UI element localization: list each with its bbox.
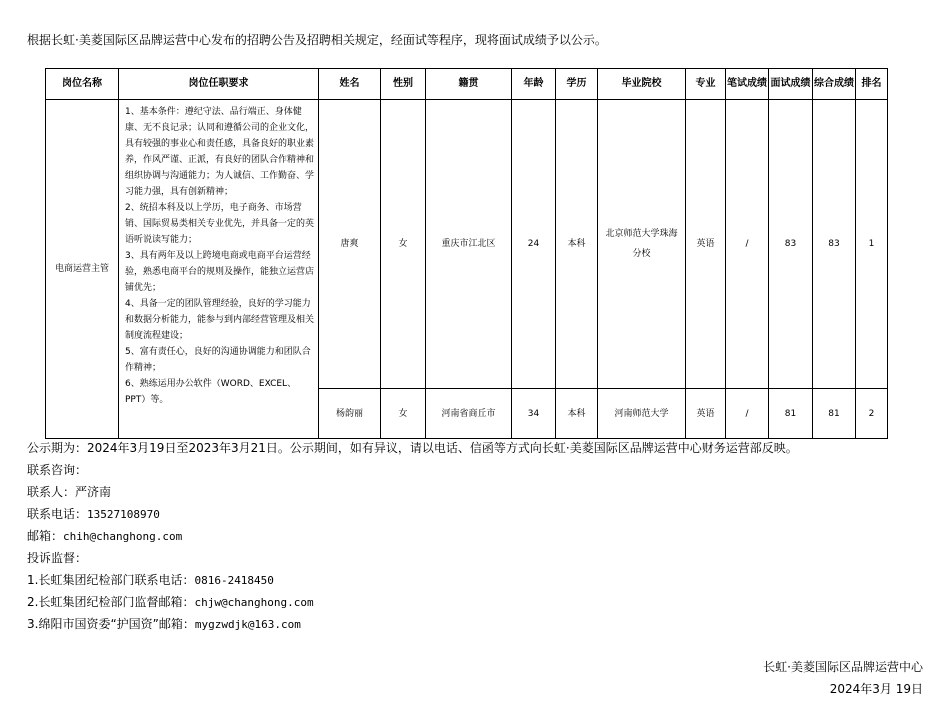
phone-number: 13527108970 bbox=[87, 508, 160, 521]
cell-education: 本科 bbox=[556, 100, 598, 389]
cell-school: 北京师范大学珠海分校 bbox=[598, 100, 686, 389]
header-requirements: 岗位任职要求 bbox=[119, 69, 319, 100]
requirement-item: 5、富有责任心，良好的沟通协调能力和团队合作精神； bbox=[125, 347, 311, 373]
cell-rank: 1 bbox=[856, 100, 888, 389]
cell-written-score: / bbox=[726, 389, 769, 439]
header-gender: 性别 bbox=[381, 69, 426, 100]
cell-interview-score: 81 bbox=[769, 389, 813, 439]
requirement-item: 1、基本条件：遵纪守法、品行端正、身体健康、无不良记录；认同和遵循公司的企业文化，具有较强的事业心和责任感，具备良好的职业素养，作风严谨、正派，有良好的团队合作精神和组织协调与沟通能力；为人诚信、工作勤奋、学习能力强，具有创新精神； bbox=[125, 107, 315, 197]
requirement-item: 4、具备一定的团队管理经验，良好的学习能力和数据分析能力，能参与到内部经营管理及相关制度流程建设； bbox=[125, 299, 315, 341]
header-total-score: 综合成绩 bbox=[813, 69, 856, 100]
header-major: 专业 bbox=[686, 69, 726, 100]
header-education: 学历 bbox=[556, 69, 598, 100]
complaint-label: 2.长虹集团纪检部门监督邮箱： bbox=[27, 595, 195, 609]
signature-org: 长虹·美菱国际区品牌运营中心 bbox=[763, 660, 923, 674]
cell-education: 本科 bbox=[556, 389, 598, 439]
contact-email bbox=[27, 528, 182, 545]
complaint-item-3 bbox=[27, 616, 301, 633]
cell-hometown: 河南省商丘市 bbox=[426, 389, 512, 439]
cell-age: 24 bbox=[512, 100, 556, 389]
cell-age: 34 bbox=[512, 389, 556, 439]
cell-name: 杨韵丽 bbox=[319, 389, 381, 439]
complaint-item-2 bbox=[27, 594, 314, 611]
header-written-score: 笔试成绩 bbox=[726, 69, 769, 100]
complaint-label: 3.绵阳市国资委“护国资”邮箱： bbox=[27, 617, 195, 631]
header-age: 年龄 bbox=[512, 69, 556, 100]
complaint-value: chjw@changhong.com bbox=[194, 596, 314, 609]
cell-major: 英语 bbox=[686, 389, 726, 439]
requirement-item: 2、统招本科及以上学历，电子商务、市场营销、国际贸易类相关专业优先，并具备一定的英语听说读写能力； bbox=[125, 203, 315, 245]
contact-phone bbox=[27, 506, 160, 523]
header-name: 姓名 bbox=[319, 69, 381, 100]
consult-heading: 联系咨询： bbox=[27, 463, 88, 477]
contact-person bbox=[27, 484, 111, 500]
complaint-item-1 bbox=[27, 572, 274, 589]
complaint-value: mygzwdjk@163.com bbox=[194, 618, 301, 631]
table-row bbox=[46, 100, 888, 389]
contact-name: 严济南 bbox=[75, 485, 112, 499]
intro-paragraph: 根据长虹·美菱国际区品牌运营中心发布的招聘公告及招聘相关规定，经面试等程序，现将面试成绩予以公示。 bbox=[27, 33, 607, 47]
email-label: 邮箱： bbox=[27, 529, 64, 543]
cell-written-score: / bbox=[726, 100, 769, 389]
phone-label: 联系电话： bbox=[27, 507, 88, 521]
requirements-cell bbox=[119, 100, 319, 439]
requirement-item: 3、具有两年及以上跨境电商或电商平台运营经验，熟悉电商平台的规则及操作，能独立运营店铺优先； bbox=[125, 251, 315, 293]
cell-school: 河南师范大学 bbox=[598, 389, 686, 439]
cell-hometown: 重庆市江北区 bbox=[426, 100, 512, 389]
complaint-value: 0816-2418450 bbox=[194, 574, 274, 587]
header-interview-score: 面试成绩 bbox=[769, 69, 813, 100]
header-rank: 排名 bbox=[856, 69, 888, 100]
email-address: chih@changhong.com bbox=[63, 530, 183, 543]
header-position: 岗位名称 bbox=[46, 69, 119, 100]
cell-interview-score: 83 bbox=[769, 100, 813, 389]
cell-gender: 女 bbox=[381, 389, 426, 439]
signature-date: 2024年3月 19日 bbox=[829, 682, 923, 696]
cell-gender: 女 bbox=[381, 100, 426, 389]
notice-period: 公示期为：2024年3月19日至2023年3月21日。公示期间，如有异议，请以电话、信函等方式向长虹·美菱国际区品牌运营中心财务运营部反映。 bbox=[27, 441, 798, 455]
cell-total-score: 81 bbox=[813, 389, 856, 439]
position-cell: 电商运营主管 bbox=[46, 100, 119, 439]
cell-major: 英语 bbox=[686, 100, 726, 389]
complaint-heading: 投诉监督： bbox=[27, 551, 88, 565]
cell-total-score: 83 bbox=[813, 100, 856, 389]
results-table bbox=[45, 68, 888, 439]
table-header-row bbox=[46, 69, 888, 100]
cell-rank: 2 bbox=[856, 389, 888, 439]
header-school: 毕业院校 bbox=[598, 69, 686, 100]
requirement-item: 6、熟练运用办公软件（WORD、EXCEL、PPT）等。 bbox=[125, 379, 297, 405]
header-hometown: 籍贯 bbox=[426, 69, 512, 100]
cell-name: 唐爽 bbox=[319, 100, 381, 389]
contact-label: 联系人： bbox=[27, 485, 76, 499]
complaint-label: 1.长虹集团纪检部门联系电话： bbox=[27, 573, 195, 587]
